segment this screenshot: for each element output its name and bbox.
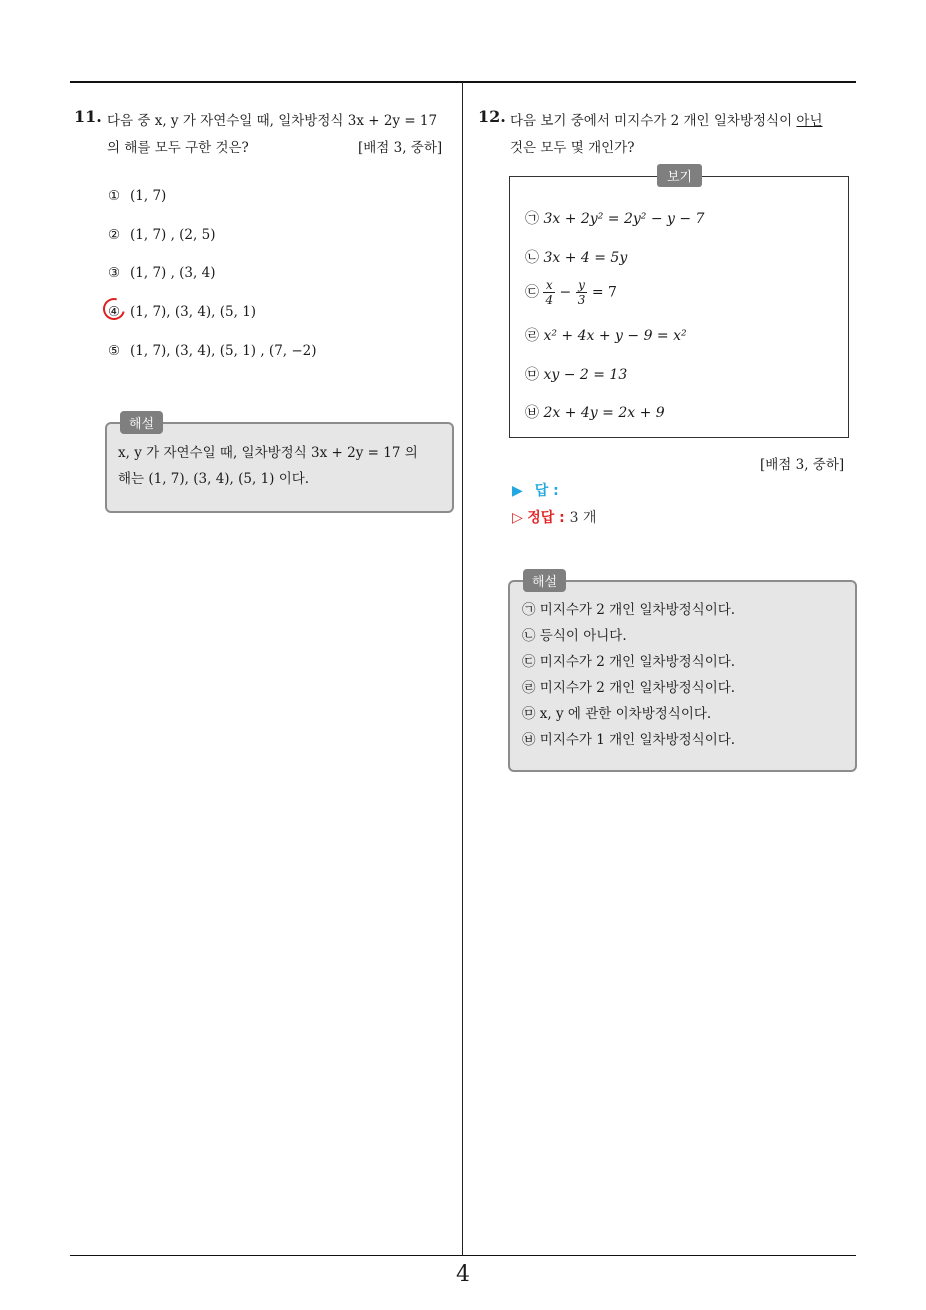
bogi-mark: ㉥ <box>525 405 539 421</box>
q11-choice-4[interactable] <box>108 304 256 320</box>
bogi-mark: ㉡ <box>525 250 539 266</box>
choice-mark: ③ <box>108 265 121 281</box>
q11-choice-1[interactable] <box>108 188 166 204</box>
q11-choice-2[interactable] <box>108 227 215 243</box>
frac-den: 4 <box>545 293 554 307</box>
choice-text: (1, 7), (3, 4), (5, 1) <box>130 304 257 320</box>
choice-mark: ② <box>108 227 121 243</box>
bogi-text: 3x + 2y² = 2y² − y − 7 <box>543 211 705 227</box>
answer-arrow-icon: ▶ <box>512 483 523 499</box>
bogi-item-2 <box>525 247 627 267</box>
bogi-item-1 <box>525 208 704 228</box>
choice-mark: ⑤ <box>108 343 121 359</box>
q11-explain-line2: 해는 (1, 7), (3, 4), (5, 1) 이다. <box>118 471 310 487</box>
bogi-mark: ㉤ <box>525 367 539 383</box>
fraction-y-over-3 <box>576 278 588 307</box>
answer-row <box>512 480 559 500</box>
q12-line1-text: 다음 보기 중에서 미지수가 2 개인 일차방정식이 <box>510 113 797 129</box>
q12-explain-line1: ㉠ 미지수가 2 개인 일차방정식이다. <box>522 602 736 618</box>
q11-explain-tag: 해설 <box>120 411 163 434</box>
answer-label: 답 : <box>534 483 559 499</box>
q12-line1 <box>510 109 823 129</box>
choice-mark: ④ <box>108 304 121 320</box>
q12-line2: 것은 모두 몇 개인가? <box>510 140 635 156</box>
bogi-mark: ㉣ <box>525 328 539 344</box>
bogi-text: xy − 2 = 13 <box>543 367 628 383</box>
q12-meta: [배점 3, 중하] <box>760 457 845 473</box>
q11-number: 11. <box>74 107 102 126</box>
q11-explain-line1: x, y 가 자연수일 때, 일차방정식 3x + 2y = 17 의 <box>118 445 418 461</box>
choice-text: (1, 7) <box>130 188 167 204</box>
choice-text: (1, 7), (3, 4), (5, 1) , (7, −2) <box>130 343 317 359</box>
frac-den: 3 <box>577 293 586 307</box>
q12-explain-line5: ㉤ x, y 에 관한 이차방정식이다. <box>522 706 712 722</box>
bogi-minus: − <box>555 284 576 301</box>
bogi-mark: ㉢ <box>525 284 539 301</box>
correct-answer-row <box>512 507 597 527</box>
bogi-item-6 <box>525 402 665 422</box>
q12-emphasis: 아닌 <box>796 113 823 129</box>
column-divider <box>462 82 463 1255</box>
choice-text: (1, 7) , (3, 4) <box>130 265 216 281</box>
bogi-tail: = 7 <box>587 284 617 301</box>
bogi-mark: ㉠ <box>525 211 539 227</box>
choice-mark: ① <box>108 188 121 204</box>
q12-explain-line6: ㉥ 미지수가 1 개인 일차방정식이다. <box>522 732 736 748</box>
q12-explain-line3: ㉢ 미지수가 2 개인 일차방정식이다. <box>522 654 736 670</box>
q11-choice-3[interactable] <box>108 265 215 281</box>
bogi-item-4 <box>525 325 687 345</box>
bogi-item-3 <box>525 278 617 307</box>
q11-meta: [배점 3, 중하] <box>358 140 443 156</box>
q12-explain-line2: ㉡ 등식이 아니다. <box>522 628 627 644</box>
q12-explain-tag: 해설 <box>523 569 566 592</box>
q12-explain-line4: ㉣ 미지수가 2 개인 일차방정식이다. <box>522 680 736 696</box>
q11-line1: 다음 중 x, y 가 자연수일 때, 일차방정식 3x + 2y = 17 <box>107 113 438 129</box>
page-number: 4 <box>456 1262 470 1287</box>
q11-line2: 의 해를 모두 구한 것은? <box>107 140 249 156</box>
correct-label: 정답 : <box>527 510 570 526</box>
correct-value: 3 개 <box>569 510 597 526</box>
fraction-x-over-4 <box>543 278 555 307</box>
bottom-rule <box>70 1255 856 1256</box>
choice-text: (1, 7) , (2, 5) <box>130 227 216 243</box>
correct-arrow-icon: ▷ <box>512 510 523 526</box>
bogi-text: 2x + 4y = 2x + 9 <box>543 405 665 421</box>
frac-num: x <box>543 278 555 293</box>
bogi-tag: 보기 <box>657 164 702 187</box>
bogi-text: x² + 4x + y − 9 = x² <box>543 328 687 344</box>
bogi-item-5 <box>525 364 627 384</box>
q12-number: 12. <box>478 107 506 126</box>
bogi-text: 3x + 4 = 5y <box>543 250 628 266</box>
top-rule <box>70 81 856 83</box>
frac-num: y <box>576 278 588 293</box>
q11-choice-5[interactable] <box>108 343 317 359</box>
